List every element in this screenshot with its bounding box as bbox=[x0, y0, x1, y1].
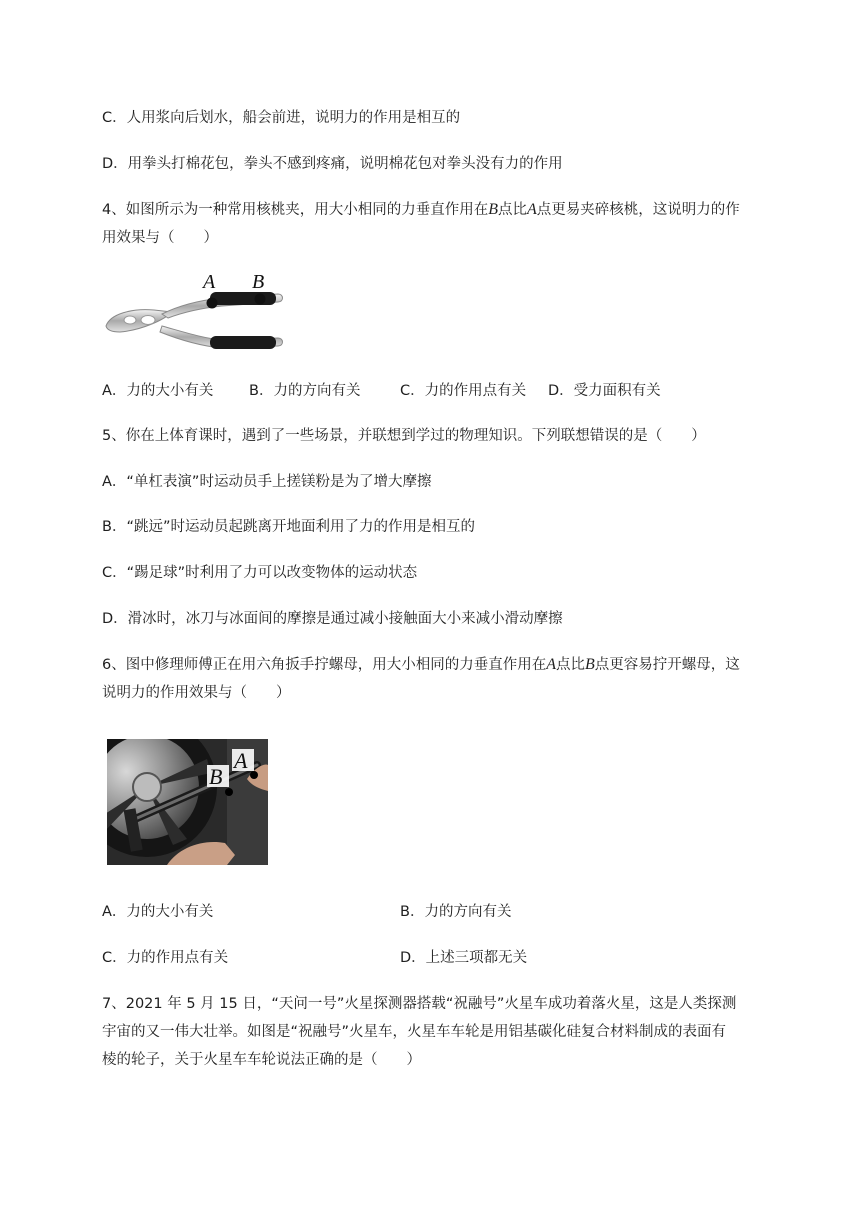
wrench-label-b: B bbox=[209, 764, 223, 789]
q6-point-a: A bbox=[546, 656, 557, 673]
q5-option-d: D．滑冰时，冰刀与冰面间的摩擦是通过减小接触面大小来减小滑动摩擦 bbox=[102, 611, 563, 627]
q6-text-c: 点比 bbox=[556, 657, 586, 673]
q4-option-d: D．受力面积有关 bbox=[548, 383, 661, 399]
q6-text-e: 点更容易拧开螺母，这 bbox=[594, 657, 740, 673]
q4-option-b: B．力的方向有关 bbox=[249, 383, 361, 399]
q4-option-a: A．力的大小有关 bbox=[102, 383, 214, 399]
q6-option-b: B．力的方向有关 bbox=[400, 904, 512, 920]
q5-option-b: B．“跳远”时运动员起跳离开地面利用了力的作用是相互的 bbox=[102, 519, 475, 535]
q4-text-a: 4、如图所示为一种常用核桃夹，用大小相同的力垂直作用在 bbox=[102, 202, 489, 218]
question-4-line-1 bbox=[102, 199, 740, 221]
question-5: 5、你在上体育课时，遇到了一些场景，并联想到学过的物理知识。下列联想错误的是（ ） bbox=[102, 428, 706, 444]
option-c-prev: C．人用浆向后划水，船会前进，说明力的作用是相互的 bbox=[102, 110, 461, 126]
q4-point-a: A bbox=[527, 201, 537, 218]
wrench-label-a: A bbox=[234, 748, 248, 773]
question-6-line-2: 说明力的作用效果与（ ） bbox=[102, 685, 291, 701]
question-7-line-2: 宇宙的又一伟大壮举。如图是“祝融号”火星车，火星车车轮是用铝基碳化硅复合材料制成的表面有 bbox=[102, 1024, 727, 1040]
q6-option-d: D．上述三项都无关 bbox=[400, 950, 528, 966]
nutcracker-figure bbox=[102, 268, 288, 360]
q4-point-b: B bbox=[488, 201, 499, 218]
q6-text-a: 6、图中修理师傅正在用六角扳手拧螺母，用大小相同的力垂直作用在 bbox=[102, 657, 547, 673]
option-d-prev: D．用拳头打棉花包，拳头不感到疼痛，说明棉花包对拳头没有力的作用 bbox=[102, 156, 563, 172]
q6-option-a: A．力的大小有关 bbox=[102, 904, 214, 920]
question-4-line-2: 用效果与（ ） bbox=[102, 230, 218, 246]
q5-option-c: C．“踢足球”时利用了力可以改变物体的运动状态 bbox=[102, 565, 418, 581]
nutcracker-label-b: B bbox=[252, 271, 265, 293]
q6-point-b: B bbox=[585, 656, 595, 673]
wrench-photo-figure bbox=[107, 739, 268, 865]
q4-text-e: 点更易夹碎核桃，这说明力的作 bbox=[536, 202, 740, 218]
question-7-line-1: 7、2021 年 5 月 15 日，“天问一号”火星探测器搭载“祝融号”火星车成功着落火星，这是人类探测 bbox=[102, 996, 737, 1012]
q5-option-a: A．“单杠表演”时运动员手上搓镁粉是为了增大摩擦 bbox=[102, 474, 432, 490]
q4-option-c: C．力的作用点有关 bbox=[400, 383, 527, 399]
nutcracker-label-a: A bbox=[203, 271, 216, 293]
q6-option-c: C．力的作用点有关 bbox=[102, 950, 229, 966]
question-6-line-1 bbox=[102, 654, 740, 676]
q4-text-c: 点比 bbox=[498, 202, 528, 218]
question-7-line-3: 棱的轮子，关于火星车车轮说法正确的是（ ） bbox=[102, 1052, 421, 1068]
